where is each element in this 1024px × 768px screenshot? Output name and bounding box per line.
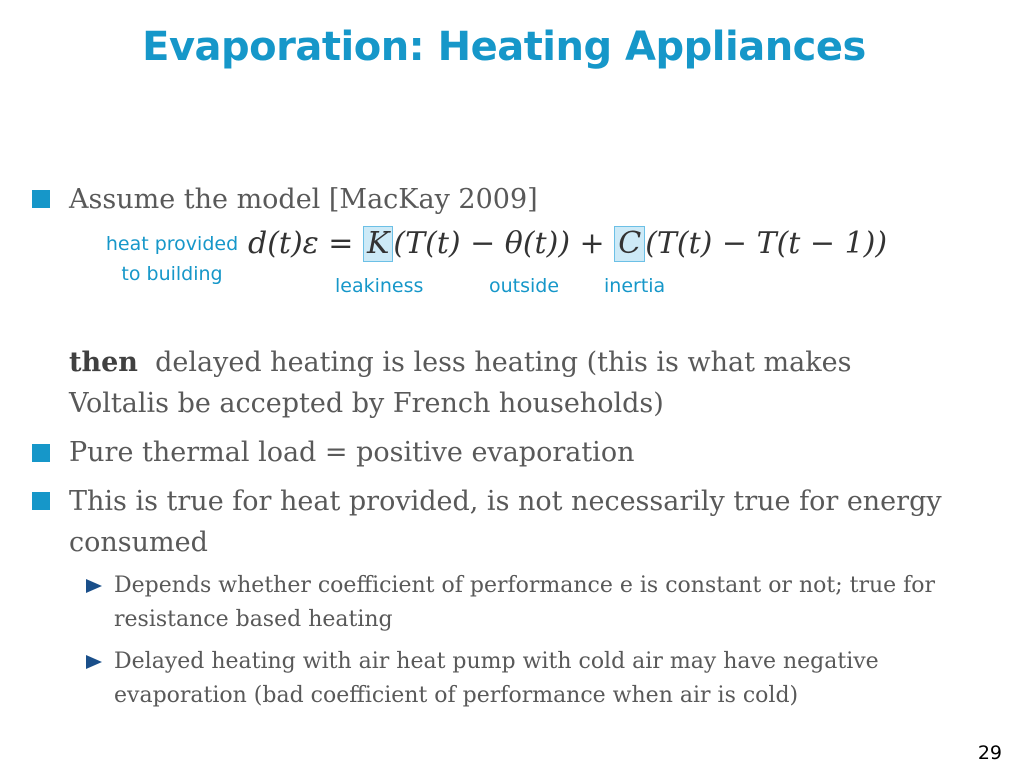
then-keyword: then xyxy=(69,347,138,378)
then-paragraph xyxy=(69,342,909,424)
bullet-3-text: This is true for heat provided, is not necessarily true for energy consumed xyxy=(69,486,942,558)
formula-k: K xyxy=(366,226,390,261)
annotation-leakiness: leakiness xyxy=(335,275,424,297)
sub-bullet-arrow-icon xyxy=(86,655,102,669)
bullet-square-icon xyxy=(32,444,50,462)
sub-bullet-arrow-icon xyxy=(86,579,102,593)
annotation-heat-line2: to building xyxy=(121,263,223,285)
formula-lhs: d(t)ε = xyxy=(248,226,363,261)
slide-title: Evaporation: Heating Appliances xyxy=(142,24,866,70)
model-formula xyxy=(248,226,887,262)
bullet-square-icon xyxy=(32,190,50,208)
bullet-2-text: Pure thermal load = positive evaporation xyxy=(69,437,635,468)
annotation-outside: outside xyxy=(489,275,560,297)
annotation-heat-provided xyxy=(96,229,248,289)
formula-c: C xyxy=(618,226,642,261)
sub-bullet-2-text: Delayed heating with air heat pump with cold air may have negative evaporation (bad coefficient of performance when air is cold) xyxy=(114,649,879,708)
bullet-square-icon xyxy=(32,492,50,510)
then-rest-text: delayed heating is less heating (this is what makes Voltalis be accepted by French households) xyxy=(69,347,852,419)
annotation-inertia: inertia xyxy=(604,275,666,297)
formula-k-highlight xyxy=(363,226,393,262)
annotation-heat-line1: heat provided xyxy=(105,233,239,255)
formula-c-highlight xyxy=(614,226,645,262)
sub-bullet-1-text: Depends whether coefficient of performance e is constant or not; true for resistance based heating xyxy=(114,573,936,632)
formula-tail: (T(t) − T(t − 1)) xyxy=(645,226,888,261)
bullet-1-text: Assume the model [MacKay 2009] xyxy=(69,184,538,215)
formula-mid: (T(t) − θ(t)) + xyxy=(393,226,615,261)
page-number: 29 xyxy=(977,742,1002,764)
